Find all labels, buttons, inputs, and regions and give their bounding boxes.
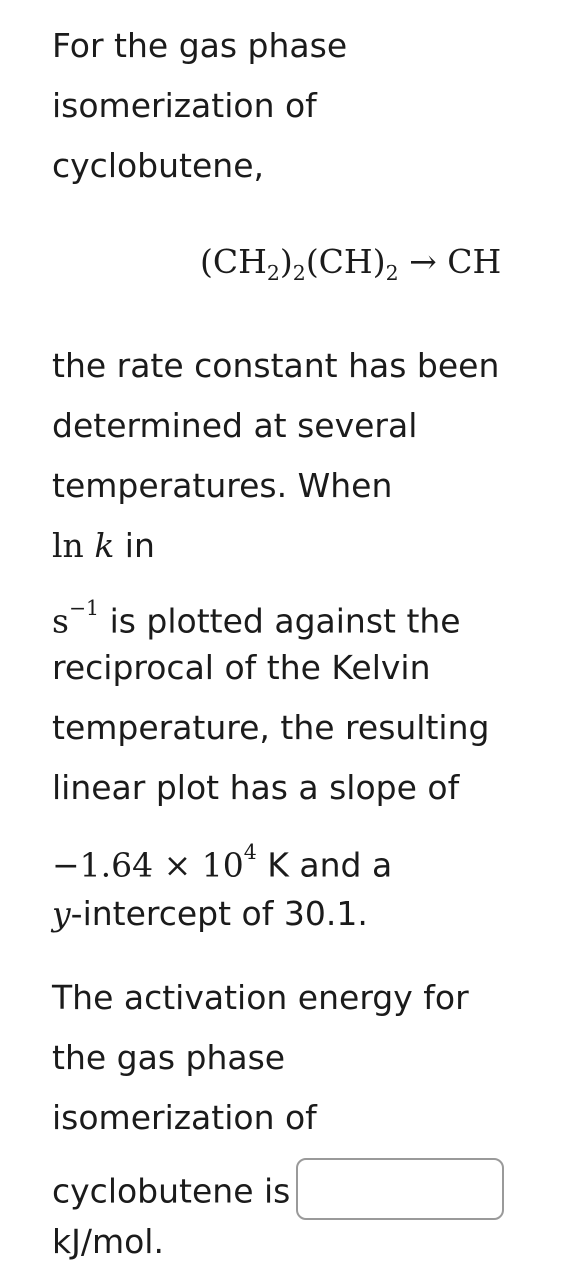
slope-line <box>52 832 392 885</box>
intro-line-2: isomerization of <box>52 86 317 125</box>
answer-unit: kJ/mol. <box>52 1222 164 1261</box>
answer-prefix: cyclobutene is <box>52 1171 291 1211</box>
body-line-6: linear plot has a slope of <box>52 768 460 807</box>
reaction-arrow: → <box>409 242 437 281</box>
reaction-equation <box>200 240 501 295</box>
ch-group: (CH) <box>305 242 386 281</box>
intercept-line <box>52 894 368 934</box>
units-line <box>52 588 461 641</box>
ln-k-line <box>52 526 155 566</box>
subscript: 2 <box>292 261 306 286</box>
seconds-symbol: s <box>52 601 69 641</box>
y-symbol: y <box>52 894 71 933</box>
body-line-5: temperature, the resulting <box>52 708 490 747</box>
paren-open: ( <box>200 242 213 281</box>
prompt-line-2: the gas phase <box>52 1038 286 1077</box>
ch2-group: CH <box>212 242 267 281</box>
product-formula: CH <box>447 242 502 281</box>
intro-line-3: cyclobutene, <box>52 146 264 185</box>
answer-input[interactable] <box>296 1158 504 1220</box>
ln-k-suffix: in <box>114 526 155 565</box>
intro-line-1: For the gas phase <box>52 26 348 65</box>
ln-symbol: ln <box>52 526 84 565</box>
body-line-3: temperatures. When <box>52 466 393 505</box>
units-exponent: −1 <box>68 596 100 620</box>
body-line-2: determined at several <box>52 406 418 445</box>
intercept-text: -intercept of 30.1. <box>70 894 368 933</box>
prompt-line-1: The activation energy for <box>52 978 469 1017</box>
units-text: is plotted against the <box>99 601 461 641</box>
body-line-1: the rate constant has been <box>52 346 500 385</box>
answer-line <box>52 1162 504 1224</box>
paren-close: ) <box>279 242 293 281</box>
subscript: 2 <box>385 261 399 286</box>
slope-exponent: 4 <box>243 840 257 864</box>
subscript: 2 <box>266 261 280 286</box>
slope-unit: K and a <box>256 845 393 885</box>
body-line-4: reciprocal of the Kelvin <box>52 648 431 687</box>
prompt-line-3: isomerization of <box>52 1098 317 1137</box>
k-symbol: k <box>94 526 115 565</box>
slope-value: −1.64 × 10 <box>52 845 244 885</box>
